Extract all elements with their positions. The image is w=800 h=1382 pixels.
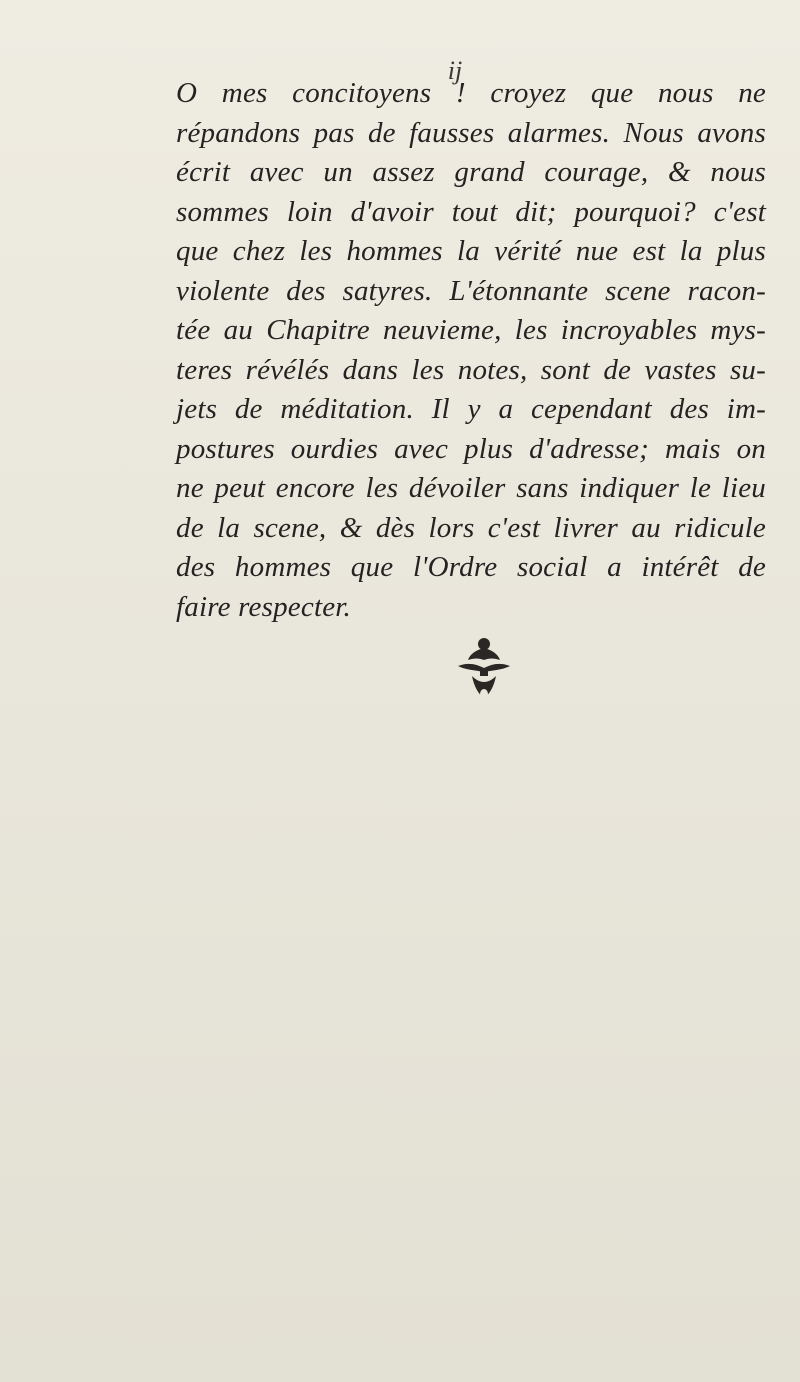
text-line: répandons pas de fausses alarmes. Nous avons <box>176 116 766 149</box>
text-line: tée au Chapitre neuvieme, les incroyables mys- <box>176 314 766 346</box>
text-line: ne peut encore les dévoiler sans indiquer le lieu <box>176 472 766 504</box>
text-line: jets de méditation. Il y a cependant des im- <box>176 393 766 425</box>
text-line: écrit avec un assez grand courage, & nous <box>176 156 766 188</box>
text-line: teres révélés dans les notes, sont de vastes su- <box>176 353 766 386</box>
fleuron-ornament-icon <box>454 636 514 700</box>
text-line: violente des satyres. L'étonnante scene racon- <box>176 274 766 307</box>
text-line: sommes loin d'avoir tout dit; pourquoi? c'est <box>176 195 766 228</box>
text-line: des hommes que l'Ordre social a intérêt de <box>176 551 766 583</box>
text-line: faire respecter. <box>176 590 352 623</box>
body-text <box>176 74 766 627</box>
page-number: ij <box>447 56 463 85</box>
text-line: de la scene, & dès lors c'est livrer au ridicule <box>176 511 766 544</box>
text-line: que chez les hommes la vérité nue est la plus <box>176 235 766 267</box>
text-line: postures ourdies avec plus d'adresse; mais on <box>176 432 766 465</box>
text-line: O mes concitoyens ! croyez que nous ne <box>176 77 766 109</box>
